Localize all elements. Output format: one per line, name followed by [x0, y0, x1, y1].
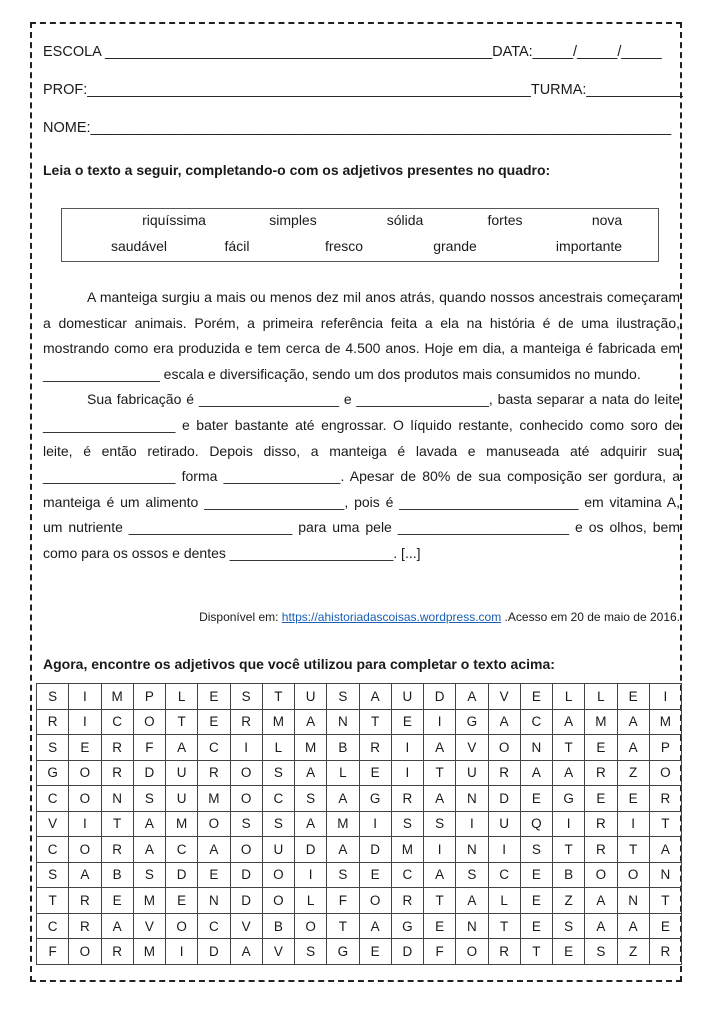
word-search-cell[interactable]: O	[262, 888, 294, 914]
word-search-cell[interactable]: N	[327, 709, 359, 735]
word-search-grid	[36, 683, 682, 965]
word-search-cell[interactable]: O	[585, 862, 617, 888]
word-search-cell[interactable]: T	[553, 735, 585, 761]
word-search-cell[interactable]: O	[649, 760, 681, 786]
word-search-cell[interactable]: V	[230, 913, 262, 939]
word-search-cell[interactable]: C	[166, 837, 198, 863]
word-search-cell[interactable]: Z	[553, 888, 585, 914]
word-search-cell[interactable]: I	[456, 811, 488, 837]
adjective-word: importante	[555, 238, 623, 254]
word-search-cell[interactable]: D	[230, 888, 262, 914]
word-search-cell[interactable]: N	[101, 786, 133, 812]
word-search-cell[interactable]: A	[198, 837, 230, 863]
word-search-cell[interactable]: I	[553, 811, 585, 837]
word-search-cell[interactable]: T	[649, 811, 681, 837]
word-search-row	[37, 684, 682, 710]
word-search-cell[interactable]: T	[262, 684, 294, 710]
word-search-cell[interactable]: N	[198, 888, 230, 914]
word-search-cell[interactable]: R	[101, 837, 133, 863]
word-search-cell[interactable]: M	[327, 811, 359, 837]
word-search-cell[interactable]: U	[456, 760, 488, 786]
prof-turma-line: PROF:_______________________________________________________TURMA:____________	[43, 82, 683, 98]
word-search-cell[interactable]: A	[424, 735, 456, 761]
adjective-word: sólida	[386, 212, 424, 228]
word-search-cell[interactable]: B	[327, 735, 359, 761]
word-search-cell[interactable]: E	[391, 709, 423, 735]
word-search-cell[interactable]: S	[37, 735, 69, 761]
word-search-cell[interactable]: R	[585, 811, 617, 837]
word-search-cell[interactable]: O	[166, 913, 198, 939]
paragraph-2: Sua fabricação é __________________ e _________________, basta separar a nata do leite _________________ e bater bastante até engrossar. O líquido restante, conhecido como soro de leite, é então retirado. Depois disso, a manteiga é lavada e manuseada até adquirir sua _________________ forma _______________. Apesar de 80% de sua composição ser gordura, a manteiga é um alimento __________________, pois é _______________________ em vitamina A, um nutriente _____________________ para uma pele ______________________ e os olhos, bem como para os ossos e dentes _____________________. [...]	[43, 391, 680, 561]
source-prefix: Disponível em:	[199, 610, 282, 624]
word-search-cell[interactable]: Z	[617, 939, 649, 965]
word-search-cell[interactable]: E	[553, 939, 585, 965]
word-search-cell[interactable]: A	[424, 786, 456, 812]
word-search-cell[interactable]: E	[520, 786, 552, 812]
word-search-cell[interactable]: F	[327, 888, 359, 914]
word-search-cell[interactable]: D	[424, 684, 456, 710]
word-search-cell[interactable]: O	[359, 888, 391, 914]
adjective-word: grande	[433, 238, 477, 254]
word-search-cell[interactable]: M	[133, 939, 165, 965]
word-search-cell[interactable]: I	[617, 811, 649, 837]
word-search-cell[interactable]: A	[617, 709, 649, 735]
word-search-cell[interactable]: A	[327, 786, 359, 812]
word-search-cell[interactable]: M	[198, 786, 230, 812]
word-search-cell[interactable]: U	[391, 684, 423, 710]
word-search-cell[interactable]: S	[133, 786, 165, 812]
adjective-word: simples	[269, 212, 317, 228]
word-search-cell[interactable]: A	[617, 735, 649, 761]
word-search-cell[interactable]: V	[133, 913, 165, 939]
word-search-cell[interactable]: T	[101, 811, 133, 837]
word-search-cell[interactable]: C	[37, 837, 69, 863]
word-search-cell[interactable]: S	[553, 913, 585, 939]
word-search-cell[interactable]: L	[585, 684, 617, 710]
word-search-cell[interactable]: D	[391, 939, 423, 965]
adjective-box	[61, 208, 659, 262]
word-search-cell[interactable]: E	[520, 888, 552, 914]
word-search-cell[interactable]: V	[488, 684, 520, 710]
word-search-cell[interactable]: G	[456, 709, 488, 735]
word-search-cell[interactable]: G	[37, 760, 69, 786]
word-search-cell[interactable]: E	[520, 862, 552, 888]
word-search-cell[interactable]: R	[69, 913, 101, 939]
word-search-cell[interactable]: O	[69, 786, 101, 812]
word-search-cell[interactable]: O	[230, 760, 262, 786]
word-search-cell[interactable]: D	[198, 939, 230, 965]
adjective-word: riquíssima	[142, 212, 206, 228]
word-search-cell[interactable]: I	[69, 684, 101, 710]
word-search-cell[interactable]: L	[262, 735, 294, 761]
word-search-cell[interactable]: O	[456, 939, 488, 965]
word-search-cell[interactable]: S	[37, 862, 69, 888]
word-search-cell[interactable]: R	[649, 786, 681, 812]
word-search-cell[interactable]: E	[520, 684, 552, 710]
word-search-cell[interactable]: S	[585, 939, 617, 965]
word-search-cell[interactable]: S	[327, 684, 359, 710]
word-search-cell[interactable]: M	[295, 735, 327, 761]
word-search-cell[interactable]: O	[230, 837, 262, 863]
word-search-cell[interactable]: A	[359, 684, 391, 710]
word-search-cell[interactable]: E	[198, 684, 230, 710]
word-search-cell[interactable]: T	[520, 939, 552, 965]
word-search-cell[interactable]: S	[327, 862, 359, 888]
word-search-cell[interactable]: E	[198, 709, 230, 735]
word-search-cell[interactable]: V	[37, 811, 69, 837]
word-search-cell[interactable]: L	[488, 888, 520, 914]
word-search-cell[interactable]: C	[198, 913, 230, 939]
word-search-cell[interactable]: R	[391, 786, 423, 812]
word-search-cell[interactable]: E	[359, 939, 391, 965]
word-search-cell[interactable]: I	[649, 684, 681, 710]
word-search-cell[interactable]: N	[520, 735, 552, 761]
word-search-cell[interactable]: A	[295, 760, 327, 786]
word-search-cell[interactable]: C	[391, 862, 423, 888]
word-search-cell[interactable]: T	[488, 913, 520, 939]
word-search-cell[interactable]: A	[553, 709, 585, 735]
word-search-cell[interactable]: S	[230, 811, 262, 837]
word-search-cell[interactable]: A	[230, 939, 262, 965]
word-search-cell[interactable]: T	[37, 888, 69, 914]
word-search-cell[interactable]: R	[488, 760, 520, 786]
word-search-cell[interactable]: A	[456, 888, 488, 914]
word-search-cell[interactable]: F	[424, 939, 456, 965]
word-search-cell[interactable]: S	[295, 786, 327, 812]
word-search-cell[interactable]: S	[133, 862, 165, 888]
word-search-row	[37, 786, 682, 812]
word-search-cell[interactable]: R	[359, 735, 391, 761]
word-search-cell[interactable]: E	[198, 862, 230, 888]
instruction-word-search: Agora, encontre os adjetivos que você utilizou para completar o texto acima:	[43, 656, 555, 672]
word-search-cell[interactable]: M	[391, 837, 423, 863]
word-search-cell[interactable]: U	[295, 684, 327, 710]
word-search-cell[interactable]: O	[230, 786, 262, 812]
word-search-cell[interactable]: C	[198, 735, 230, 761]
word-search-cell[interactable]: I	[424, 709, 456, 735]
adjective-word: fortes	[487, 212, 523, 228]
word-search-cell[interactable]: C	[37, 913, 69, 939]
word-search-cell[interactable]: M	[585, 709, 617, 735]
word-search-cell[interactable]: R	[101, 939, 133, 965]
word-search-cell[interactable]: C	[101, 709, 133, 735]
word-search-cell[interactable]: A	[649, 837, 681, 863]
word-search-row	[37, 811, 682, 837]
word-search-cell[interactable]: F	[133, 735, 165, 761]
word-search-cell[interactable]: D	[133, 760, 165, 786]
word-search-cell[interactable]: A	[617, 913, 649, 939]
word-search-cell[interactable]: E	[69, 735, 101, 761]
word-search-cell[interactable]: L	[166, 684, 198, 710]
word-search-cell[interactable]: E	[424, 913, 456, 939]
word-search-cell[interactable]: B	[101, 862, 133, 888]
word-search-cell[interactable]: N	[456, 786, 488, 812]
word-search-cell[interactable]: N	[649, 862, 681, 888]
adjective-word: fresco	[324, 238, 364, 254]
word-search-cell[interactable]: C	[520, 709, 552, 735]
word-search-cell[interactable]: U	[166, 760, 198, 786]
source-citation	[199, 610, 680, 624]
word-search-cell[interactable]: S	[424, 811, 456, 837]
word-search-cell[interactable]: S	[262, 760, 294, 786]
word-search-cell[interactable]: T	[327, 913, 359, 939]
word-search-cell[interactable]: A	[166, 735, 198, 761]
word-search-cell[interactable]: U	[262, 837, 294, 863]
word-search-row	[37, 709, 682, 735]
adjective-word: nova	[591, 212, 623, 228]
word-search-cell[interactable]: A	[69, 862, 101, 888]
word-search-cell[interactable]: G	[553, 786, 585, 812]
word-search-cell[interactable]: R	[101, 735, 133, 761]
word-search-cell[interactable]: E	[617, 684, 649, 710]
word-search-cell[interactable]: R	[488, 939, 520, 965]
word-search-cell[interactable]: N	[617, 888, 649, 914]
word-search-cell[interactable]: E	[359, 760, 391, 786]
word-search-cell[interactable]: C	[262, 786, 294, 812]
story-text	[43, 285, 680, 567]
word-search-cell[interactable]: A	[456, 684, 488, 710]
word-search-cell[interactable]: A	[295, 811, 327, 837]
word-search-cell[interactable]: O	[295, 913, 327, 939]
word-search-row	[37, 862, 682, 888]
word-search-cell[interactable]: I	[359, 811, 391, 837]
word-search-cell[interactable]: M	[649, 709, 681, 735]
word-search-row	[37, 760, 682, 786]
word-search-cell[interactable]: A	[295, 709, 327, 735]
word-search-cell[interactable]: A	[488, 709, 520, 735]
word-search-cell[interactable]: O	[133, 709, 165, 735]
word-search-cell[interactable]: T	[424, 760, 456, 786]
word-search-row	[37, 888, 682, 914]
word-search-cell[interactable]: O	[69, 939, 101, 965]
word-search-cell[interactable]: U	[488, 811, 520, 837]
word-search-cell[interactable]: M	[101, 684, 133, 710]
adjective-word: fácil	[224, 238, 250, 254]
instruction-complete-text: Leia o texto a seguir, completando-o com os adjetivos presentes no quadro:	[43, 162, 551, 178]
word-search-cell[interactable]: I	[69, 811, 101, 837]
word-search-cell[interactable]: R	[649, 939, 681, 965]
word-search-cell[interactable]: O	[617, 862, 649, 888]
word-search-cell[interactable]: I	[424, 837, 456, 863]
word-search-cell[interactable]: N	[456, 913, 488, 939]
word-search-cell[interactable]: P	[133, 684, 165, 710]
word-search-cell[interactable]: T	[359, 709, 391, 735]
word-search-cell[interactable]: T	[424, 888, 456, 914]
paragraph-1: A manteiga surgiu a mais ou menos dez mil anos atrás, quando nossos ancestrais começaram a domesticar animais. Porém, a primeira referência feita a ela na história é de uma ilustração, mostrando como era produzida e tem cerca de 4.500 anos. Hoje em dia, a manteiga é fabricada em _______________ escala e diversificação, sendo um dos produtos mais consumidos no mundo.	[43, 289, 680, 382]
word-search-cell[interactable]: C	[488, 862, 520, 888]
word-search-cell[interactable]: O	[69, 760, 101, 786]
word-search-cell[interactable]: D	[230, 862, 262, 888]
word-search-cell[interactable]: E	[585, 786, 617, 812]
nome-line: NOME:________________________________________________________________________	[43, 120, 672, 136]
word-search-cell[interactable]: D	[166, 862, 198, 888]
word-search-cell[interactable]: V	[456, 735, 488, 761]
word-search-cell[interactable]: R	[198, 760, 230, 786]
word-search-cell[interactable]: P	[649, 735, 681, 761]
word-search-cell[interactable]: G	[359, 786, 391, 812]
word-search-cell[interactable]: Q	[520, 811, 552, 837]
adjective-word: saudável	[110, 238, 168, 254]
word-search-cell[interactable]: R	[585, 760, 617, 786]
word-search-cell[interactable]: S	[230, 684, 262, 710]
word-search-cell[interactable]: R	[101, 760, 133, 786]
word-search-cell[interactable]: E	[585, 735, 617, 761]
escola-data-line: ESCOLA ________________________________________________DATA:_____/_____/_____	[43, 44, 662, 60]
word-search-cell[interactable]: I	[488, 837, 520, 863]
word-search-cell[interactable]: L	[327, 760, 359, 786]
word-search-cell[interactable]: B	[262, 913, 294, 939]
word-search-row	[37, 837, 682, 863]
word-search-cell[interactable]: I	[69, 709, 101, 735]
word-search-row	[37, 913, 682, 939]
word-search-cell[interactable]: L	[553, 684, 585, 710]
word-search-cell[interactable]: G	[327, 939, 359, 965]
word-search-cell[interactable]: O	[262, 862, 294, 888]
word-search-cell[interactable]: M	[133, 888, 165, 914]
word-search-cell[interactable]: D	[295, 837, 327, 863]
word-search-cell[interactable]: F	[37, 939, 69, 965]
word-search-cell[interactable]: I	[391, 735, 423, 761]
word-search-cell[interactable]: S	[456, 862, 488, 888]
word-search-cell[interactable]: A	[520, 760, 552, 786]
word-search-cell[interactable]: A	[553, 760, 585, 786]
word-search-cell[interactable]: S	[391, 811, 423, 837]
word-search-cell[interactable]: V	[262, 939, 294, 965]
word-search-cell[interactable]: E	[617, 786, 649, 812]
word-search-cell[interactable]: M	[262, 709, 294, 735]
word-search-cell[interactable]: R	[391, 888, 423, 914]
word-search-cell[interactable]: G	[391, 913, 423, 939]
word-search-cell[interactable]: I	[391, 760, 423, 786]
word-search-cell[interactable]: A	[133, 837, 165, 863]
word-search-cell[interactable]: E	[649, 913, 681, 939]
word-search-cell[interactable]: S	[520, 837, 552, 863]
word-search-cell[interactable]: E	[359, 862, 391, 888]
word-search-cell[interactable]: Z	[617, 760, 649, 786]
word-search-cell[interactable]: R	[37, 709, 69, 735]
word-search-cell[interactable]: U	[166, 786, 198, 812]
word-search-cell[interactable]: A	[585, 888, 617, 914]
word-search-cell[interactable]: D	[488, 786, 520, 812]
word-search-row	[37, 939, 682, 965]
word-search-cell[interactable]: I	[230, 735, 262, 761]
word-search-cell[interactable]: O	[69, 837, 101, 863]
word-search-cell[interactable]: A	[327, 837, 359, 863]
word-search-cell[interactable]: I	[166, 939, 198, 965]
word-search-cell[interactable]: E	[101, 888, 133, 914]
source-link[interactable]: https://ahistoriadascoisas.wordpress.com	[281, 610, 502, 624]
word-search-cell[interactable]: O	[488, 735, 520, 761]
word-search-cell[interactable]: T	[649, 888, 681, 914]
word-search-cell[interactable]: N	[456, 837, 488, 863]
word-search-cell[interactable]: S	[262, 811, 294, 837]
word-search-cell[interactable]: C	[37, 786, 69, 812]
word-search-cell[interactable]: E	[166, 888, 198, 914]
word-search-cell[interactable]: T	[553, 837, 585, 863]
word-search-cell[interactable]: S	[295, 939, 327, 965]
word-search-cell[interactable]: A	[359, 913, 391, 939]
word-search-cell[interactable]: E	[520, 913, 552, 939]
word-search-cell[interactable]: B	[553, 862, 585, 888]
word-search-cell[interactable]: I	[295, 862, 327, 888]
word-search-cell[interactable]: D	[359, 837, 391, 863]
word-search-row	[37, 735, 682, 761]
source-suffix: .Acesso em 20 de maio de 2016.	[501, 610, 680, 624]
word-search-cell[interactable]: M	[166, 811, 198, 837]
word-search-cell[interactable]: T	[166, 709, 198, 735]
word-search-cell[interactable]: O	[198, 811, 230, 837]
word-search-cell[interactable]: L	[295, 888, 327, 914]
word-search-cell[interactable]: A	[101, 913, 133, 939]
word-search-cell[interactable]: R	[585, 837, 617, 863]
word-search-cell[interactable]: R	[69, 888, 101, 914]
word-search-cell[interactable]: S	[37, 684, 69, 710]
word-search-cell[interactable]: A	[133, 811, 165, 837]
word-search-cell[interactable]: A	[424, 862, 456, 888]
word-search-cell[interactable]: T	[617, 837, 649, 863]
word-search-cell[interactable]: A	[585, 913, 617, 939]
word-search-cell[interactable]: R	[230, 709, 262, 735]
